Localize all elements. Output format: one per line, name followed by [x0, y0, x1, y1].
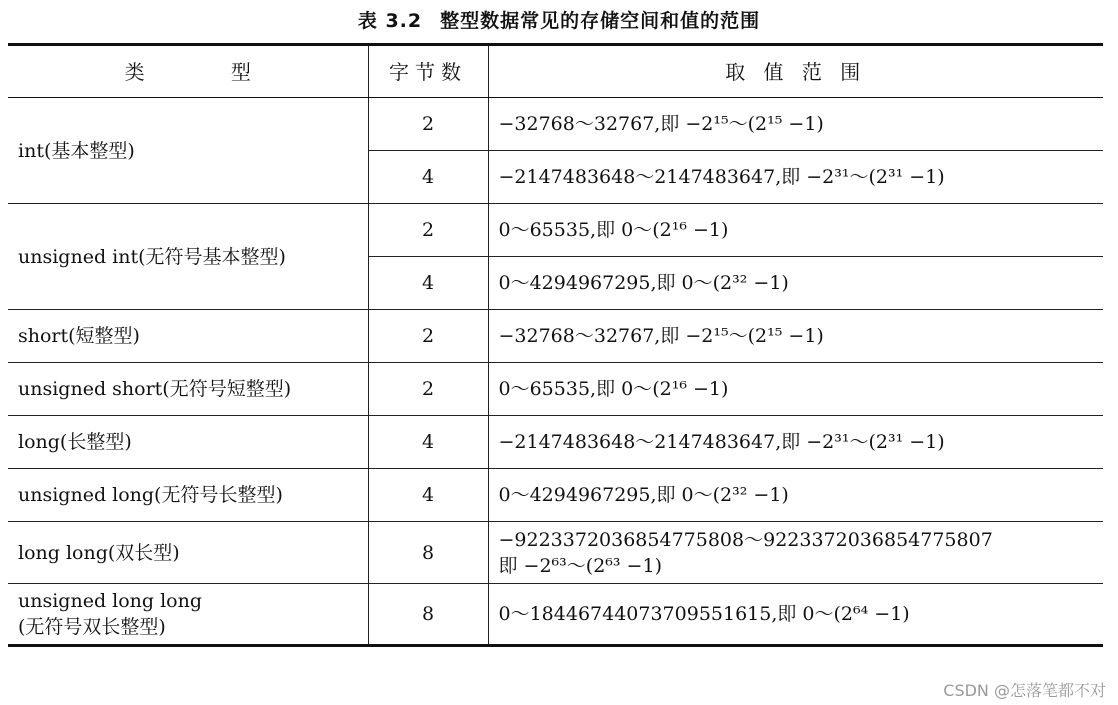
range-cell: −2147483648～2147483647,即 −2³¹～(2³¹ −1)	[488, 416, 1103, 469]
range-line: −9223372036854775808～9223372036854775807	[498, 528, 993, 551]
bytes-cell: 4	[368, 257, 488, 310]
bytes-cell: 2	[368, 98, 488, 151]
table-row	[8, 469, 1103, 522]
bytes-cell: 2	[368, 363, 488, 416]
table-number: 表 3.2	[357, 10, 423, 32]
bytes-cell: 8	[368, 522, 488, 584]
type-cell: int(基本整型)	[8, 98, 368, 204]
bytes-cell: 8	[368, 584, 488, 646]
type-cell: unsigned long(无符号长整型)	[8, 469, 368, 522]
table-row	[8, 363, 1103, 416]
header-bytes: 字节数	[368, 45, 488, 98]
type-cell: unsigned int(无符号基本整型)	[8, 204, 368, 310]
integer-types-table	[8, 43, 1103, 647]
header-range: 取 值 范 围	[488, 45, 1103, 98]
table-row	[8, 310, 1103, 363]
header-row	[8, 45, 1103, 98]
table-caption	[0, 6, 1118, 33]
table-title: 整型数据常见的存储空间和值的范围	[440, 10, 761, 32]
bytes-cell: 2	[368, 204, 488, 257]
range-cell: −32768～32767,即 −2¹⁵～(2¹⁵ −1)	[488, 98, 1103, 151]
bytes-cell: 2	[368, 310, 488, 363]
bytes-cell: 4	[368, 416, 488, 469]
range-cell: 0～18446744073709551615,即 0～(2⁶⁴ −1)	[488, 584, 1103, 646]
bytes-cell: 4	[368, 151, 488, 204]
table-row	[8, 522, 1103, 584]
watermark: CSDN @怎落笔都不对	[943, 681, 1106, 700]
bytes-cell: 4	[368, 469, 488, 522]
table-row	[8, 204, 1103, 257]
range-cell: −2147483648～2147483647,即 −2³¹～(2³¹ −1)	[488, 151, 1103, 204]
header-type: 类 型	[8, 45, 368, 98]
type-cell: short(短整型)	[8, 310, 368, 363]
range-cell: 0～4294967295,即 0～(2³² −1)	[488, 469, 1103, 522]
type-cell	[8, 584, 368, 646]
table-row	[8, 98, 1103, 151]
type-cell: unsigned short(无符号短整型)	[8, 363, 368, 416]
type-cell: long long(双长型)	[8, 522, 368, 584]
range-cell: −32768～32767,即 −2¹⁵～(2¹⁵ −1)	[488, 310, 1103, 363]
range-cell: 0～65535,即 0～(2¹⁶ −1)	[488, 363, 1103, 416]
type-line: unsigned long long	[18, 590, 203, 612]
table-row	[8, 584, 1103, 646]
range-line: 即 −2⁶³～(2⁶³ −1)	[498, 554, 662, 577]
table-row	[8, 416, 1103, 469]
type-line: (无符号双长整型)	[18, 616, 166, 638]
range-cell: 0～4294967295,即 0～(2³² −1)	[488, 257, 1103, 310]
type-cell: long(长整型)	[8, 416, 368, 469]
range-cell: 0～65535,即 0～(2¹⁶ −1)	[488, 204, 1103, 257]
range-cell	[488, 522, 1103, 584]
